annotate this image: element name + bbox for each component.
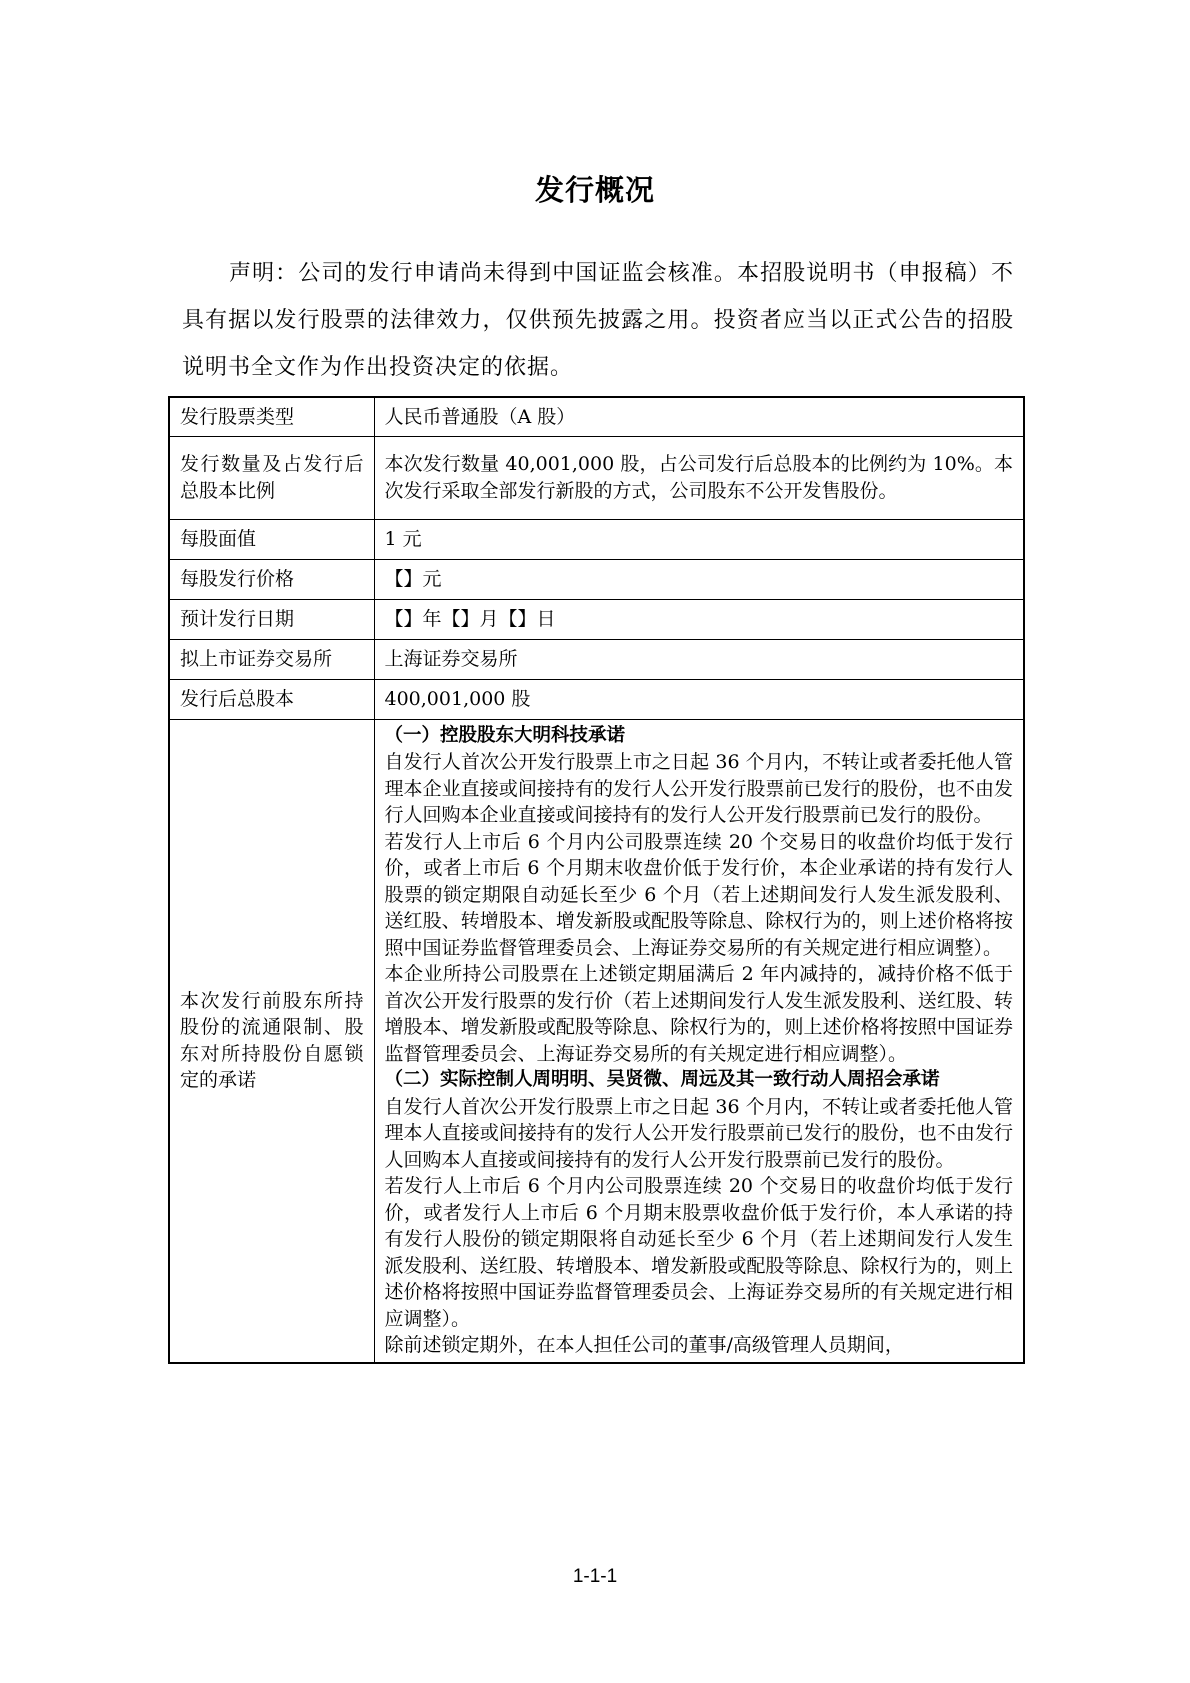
row-label: 拟上市证券交易所 [169,639,374,679]
table-row [169,436,1024,519]
page-title: 发行概况 [534,173,655,207]
section-2-paragraph: 若发行人上市后 6 个月内公司股票连续 20 个交易日的收盘价均低于发行价，或者发行人上市后 6 个月期末股票收盘价低于发行价，本人承诺的持有发行人股份的锁定期限将自动延长至少 6 个月（若上述期间发行人发生派发股利、送红股、转增股本、增发新股或配股等除息、除权行为的，则上述价格将按照中国证券监督管理委员会、上海证券交易所的有关规定进行相应调整）。 [384,1175,1013,1330]
section-2-paragraph: 自发行人首次公开发行股票上市之日起 36 个月内，不转让或者委托他人管理本人直接或间接持有的发行人公开发行股票前已发行的股份，也不由发行人回购本人直接或间接持有的发行人公开发行股票前已发行的股份。 [384,1095,1013,1171]
section-1-paragraph: 自发行人首次公开发行股票上市之日起 36 个月内，不转让或者委托他人管理本企业直接或间接持有的发行人公开发行股票前已发行的股份，也不由发行人回购本企业直接或间接持有的发行人公开发行股票前已发行的股份。 [384,751,1013,826]
table-row [169,639,1024,679]
row-value: 上海证券交易所 [374,639,1024,679]
lockup-commitment-row [169,719,1024,1363]
row-label: 发行数量及占发行后总股本比例 [169,436,374,519]
table-row [169,599,1024,639]
lockup-commitment-content [374,719,1024,1363]
section-1-paragraph: 若发行人上市后 6 个月内公司股票连续 20 个交易日的收盘价均低于发行价，或者上市后 6 个月期末收盘价低于发行价，本企业承诺的持有发行人股票的锁定期限自动延长至少 6 个月（若上述期间发行人发生派发股利、送红股、转增股本、增发新股或配股等除息、除权行为的，则上述价格将按照中国证券监督管理委员会、上海证券交易所的有关规定进行相应调整）。 [384,830,1013,959]
table-row [169,679,1024,719]
row-label: 每股发行价格 [169,559,374,599]
row-label: 本次发行前股东所持股份的流通限制、股东对所持股份自愿锁定的承诺 [169,719,374,1363]
offering-summary-table [168,396,1025,1364]
row-value: 【】年【】月【】日 [374,599,1024,639]
section-1-heading: （一）控股股东大明科技承诺 [384,724,626,746]
table-row [169,519,1024,559]
page-number: 1-1-1 [572,1566,618,1587]
row-label: 发行后总股本 [169,679,374,719]
row-value: 【】元 [374,559,1024,599]
row-value: 400,001,000 股 [374,679,1024,719]
section-2-heading: （二）实际控制人周明明、吴贤微、周远及其一致行动人周招会承诺 [384,1069,940,1090]
row-value: 1 元 [374,519,1024,559]
row-value: 人民币普通股（A 股） [374,397,1024,436]
row-label: 发行股票类型 [169,397,374,436]
table-row [169,559,1024,599]
row-value: 本次发行数量 40,001,000 股，占公司发行后总股本的比例约为 10%。本次发行采取全部发行新股的方式，公司股东不公开发售股份。 [374,436,1024,519]
disclaimer-statement: 声明：公司的发行申请尚未得到中国证监会核准。本招股说明书（申报稿）不具有据以发行股票的法律效力，仅供预先披露之用。投资者应当以正式公告的招股说明书全文作为作出投资决定的依据。 [182,261,1014,380]
row-label: 预计发行日期 [169,599,374,639]
section-1-paragraph: 本企业所持公司股票在上述锁定期届满后 2 年内减持的，减持价格不低于首次公开发行股票的发行价（若上述期间发行人发生派发股利、送红股、转增股本、增发新股或配股等除息、除权行为的，则上述价格将按照中国证券监督管理委员会、上海证券交易所的有关规定进行相应调整）。 [384,963,1013,1065]
table-row [169,397,1024,436]
row-label: 每股面值 [169,519,374,559]
section-2-paragraph: 除前述锁定期外，在本人担任公司的董事/高级管理人员期间， [384,1334,904,1356]
